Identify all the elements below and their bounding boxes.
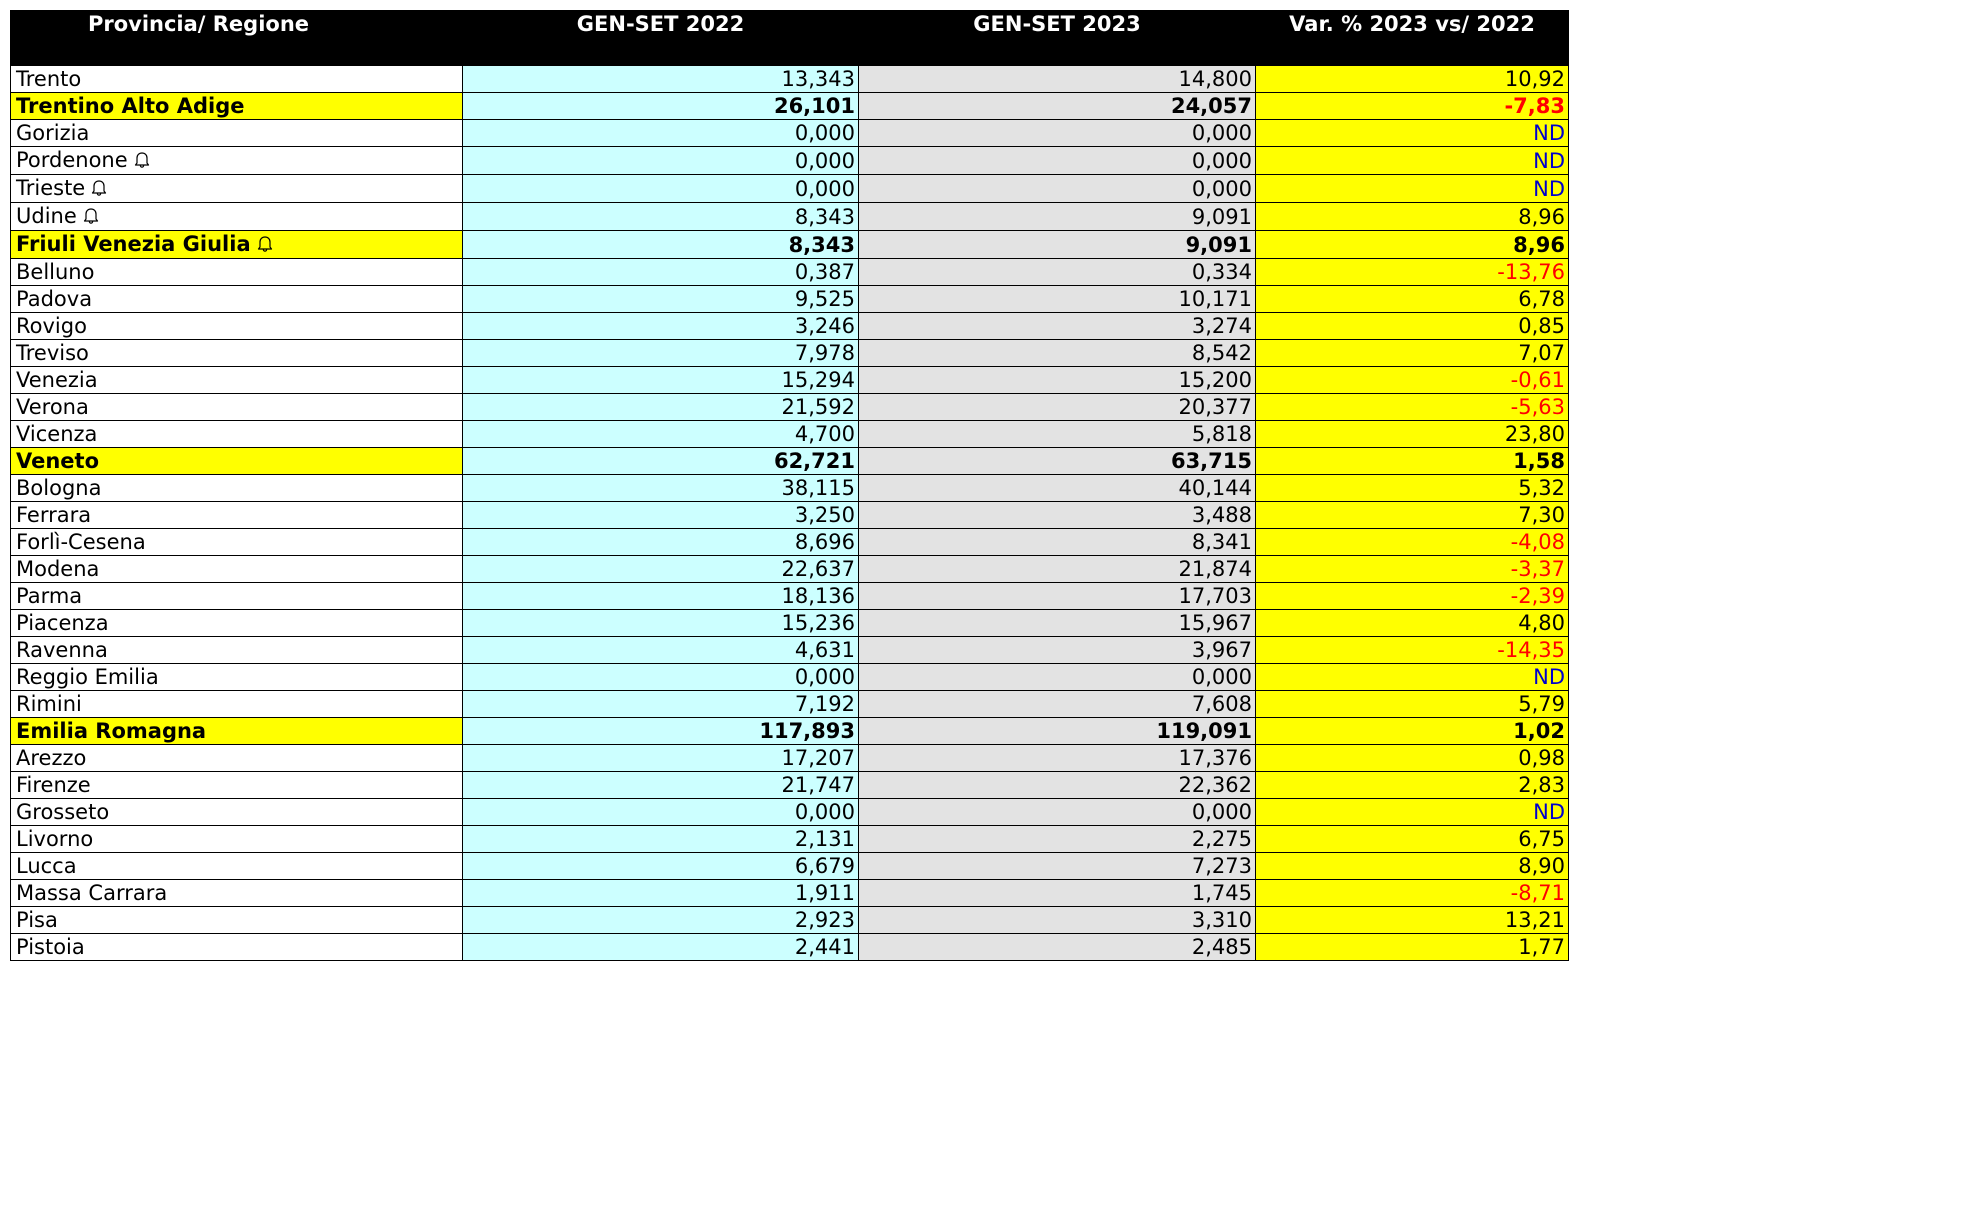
cell-var-pct: 23,80: [1256, 421, 1569, 448]
cell-gen-set-2023: 7,608: [859, 691, 1256, 718]
cell-gen-set-2022: 13,343: [463, 66, 859, 93]
cell-var-pct: ND: [1256, 147, 1569, 175]
table-row: [11, 853, 1569, 880]
table-row: [11, 583, 1569, 610]
table-row: [11, 367, 1569, 394]
cell-name: [11, 421, 463, 448]
name-text: Trentino Alto Adige: [16, 94, 245, 118]
cell-name: [11, 502, 463, 529]
cell-gen-set-2022: 2,441: [463, 934, 859, 961]
table-row: [11, 880, 1569, 907]
table-row: [11, 66, 1569, 93]
cell-gen-set-2022: 2,131: [463, 826, 859, 853]
name-text: Trento: [16, 67, 82, 91]
name-text: Rovigo: [16, 314, 87, 338]
cell-gen-set-2022: 4,700: [463, 421, 859, 448]
cell-gen-set-2022: 3,250: [463, 502, 859, 529]
cell-gen-set-2022: 117,893: [463, 718, 859, 745]
cell-name: [11, 799, 463, 826]
cell-var-pct: -0,61: [1256, 367, 1569, 394]
name-text: Treviso: [16, 341, 89, 365]
cell-var-pct: -14,35: [1256, 637, 1569, 664]
cell-var-pct: -4,08: [1256, 529, 1569, 556]
cell-var-pct: -8,71: [1256, 880, 1569, 907]
table-row: [11, 203, 1569, 231]
cell-var-pct: 10,92: [1256, 66, 1569, 93]
cell-var-pct: ND: [1256, 799, 1569, 826]
name-text: Belluno: [16, 260, 95, 284]
table-header: [11, 11, 1569, 66]
cell-gen-set-2022: 62,721: [463, 448, 859, 475]
cell-gen-set-2023: 0,000: [859, 799, 1256, 826]
cell-gen-set-2022: 0,000: [463, 120, 859, 147]
table-row: [11, 934, 1569, 961]
cell-var-pct: 1,02: [1256, 718, 1569, 745]
table-row: [11, 664, 1569, 691]
cell-name: [11, 394, 463, 421]
name-text: Grosseto: [16, 800, 110, 824]
cell-gen-set-2022: 6,679: [463, 853, 859, 880]
cell-gen-set-2022: 18,136: [463, 583, 859, 610]
cell-gen-set-2023: 7,273: [859, 853, 1256, 880]
name-text: Pisa: [16, 908, 58, 932]
table-row: [11, 610, 1569, 637]
data-table: [10, 10, 1569, 961]
table-row: [11, 259, 1569, 286]
cell-var-pct: 7,30: [1256, 502, 1569, 529]
cell-gen-set-2022: 15,294: [463, 367, 859, 394]
name-text: Ferrara: [16, 503, 92, 527]
cell-gen-set-2022: 4,631: [463, 637, 859, 664]
cell-name: [11, 691, 463, 718]
cell-name: [11, 772, 463, 799]
table-row: [11, 475, 1569, 502]
cell-name: [11, 853, 463, 880]
cell-name: [11, 147, 463, 175]
name-text: Friuli Venezia Giulia: [16, 232, 251, 256]
table-row: [11, 799, 1569, 826]
cell-gen-set-2023: 20,377: [859, 394, 1256, 421]
table-row-region: [11, 448, 1569, 475]
cell-gen-set-2022: 0,000: [463, 147, 859, 175]
header-row: [11, 11, 1569, 66]
cell-name: [11, 231, 463, 259]
cell-gen-set-2022: 8,343: [463, 231, 859, 259]
table-row: [11, 147, 1569, 175]
cell-gen-set-2022: 0,387: [463, 259, 859, 286]
cell-var-pct: ND: [1256, 175, 1569, 203]
header-provincia: Provincia/ Regione: [11, 11, 463, 66]
table-row: [11, 502, 1569, 529]
name-text: Pistoia: [16, 935, 85, 959]
cell-gen-set-2023: 24,057: [859, 93, 1256, 120]
name-text: Padova: [16, 287, 93, 311]
cell-var-pct: -7,83: [1256, 93, 1569, 120]
cell-var-pct: 4,80: [1256, 610, 1569, 637]
cell-name: [11, 907, 463, 934]
table-row: [11, 421, 1569, 448]
cell-var-pct: ND: [1256, 120, 1569, 147]
cell-gen-set-2022: 2,923: [463, 907, 859, 934]
name-text: Gorizia: [16, 121, 90, 145]
table-row: [11, 120, 1569, 147]
table-row: [11, 340, 1569, 367]
cell-gen-set-2023: 15,200: [859, 367, 1256, 394]
cell-name: [11, 313, 463, 340]
cell-var-pct: 6,78: [1256, 286, 1569, 313]
cell-var-pct: 8,96: [1256, 231, 1569, 259]
cell-gen-set-2023: 15,967: [859, 610, 1256, 637]
header-gen-set-2022: GEN-SET 2022: [463, 11, 859, 66]
cell-var-pct: 8,90: [1256, 853, 1569, 880]
cell-name: [11, 448, 463, 475]
cell-name: [11, 93, 463, 120]
cell-gen-set-2022: 26,101: [463, 93, 859, 120]
cell-gen-set-2023: 5,818: [859, 421, 1256, 448]
cell-gen-set-2022: 8,696: [463, 529, 859, 556]
name-text: Bologna: [16, 476, 102, 500]
cell-name: [11, 203, 463, 231]
cell-gen-set-2022: 0,000: [463, 799, 859, 826]
cell-name: [11, 880, 463, 907]
cell-name: [11, 718, 463, 745]
cell-var-pct: -3,37: [1256, 556, 1569, 583]
name-text: Ravenna: [16, 638, 108, 662]
table-row-region: [11, 231, 1569, 259]
cell-var-pct: 13,21: [1256, 907, 1569, 934]
cell-gen-set-2023: 17,703: [859, 583, 1256, 610]
bell-icon: [91, 176, 107, 202]
cell-var-pct: 6,75: [1256, 826, 1569, 853]
table-row: [11, 394, 1569, 421]
cell-gen-set-2022: 15,236: [463, 610, 859, 637]
cell-gen-set-2023: 3,967: [859, 637, 1256, 664]
name-text: Trieste: [16, 176, 86, 200]
cell-name: [11, 934, 463, 961]
cell-gen-set-2023: 3,488: [859, 502, 1256, 529]
cell-gen-set-2023: 0,334: [859, 259, 1256, 286]
cell-gen-set-2023: 8,341: [859, 529, 1256, 556]
cell-name: [11, 475, 463, 502]
cell-var-pct: 1,58: [1256, 448, 1569, 475]
cell-gen-set-2023: 21,874: [859, 556, 1256, 583]
name-text: Emilia Romagna: [16, 719, 207, 743]
cell-gen-set-2023: 22,362: [859, 772, 1256, 799]
cell-gen-set-2023: 1,745: [859, 880, 1256, 907]
cell-gen-set-2023: 0,000: [859, 120, 1256, 147]
header-gen-set-2023: GEN-SET 2023: [859, 11, 1256, 66]
cell-name: [11, 120, 463, 147]
table-row: [11, 286, 1569, 313]
cell-var-pct: 0,98: [1256, 745, 1569, 772]
cell-var-pct: 8,96: [1256, 203, 1569, 231]
table-row: [11, 637, 1569, 664]
cell-name: [11, 745, 463, 772]
cell-gen-set-2022: 17,207: [463, 745, 859, 772]
cell-var-pct: 1,77: [1256, 934, 1569, 961]
cell-gen-set-2022: 21,747: [463, 772, 859, 799]
name-text: Pordenone: [16, 148, 128, 172]
cell-gen-set-2023: 2,275: [859, 826, 1256, 853]
name-text: Modena: [16, 557, 100, 581]
cell-name: [11, 664, 463, 691]
cell-gen-set-2023: 14,800: [859, 66, 1256, 93]
name-text: Udine: [16, 204, 77, 228]
cell-gen-set-2023: 10,171: [859, 286, 1256, 313]
cell-gen-set-2023: 0,000: [859, 175, 1256, 203]
table-row-region: [11, 93, 1569, 120]
cell-gen-set-2022: 1,911: [463, 880, 859, 907]
cell-name: [11, 529, 463, 556]
name-text: Firenze: [16, 773, 91, 797]
name-text: Parma: [16, 584, 83, 608]
name-text: Piacenza: [16, 611, 109, 635]
name-text: Lucca: [16, 854, 77, 878]
name-text: Massa Carrara: [16, 881, 168, 905]
table-row: [11, 772, 1569, 799]
cell-name: [11, 66, 463, 93]
cell-name: [11, 367, 463, 394]
cell-var-pct: -2,39: [1256, 583, 1569, 610]
table-row: [11, 907, 1569, 934]
cell-var-pct: ND: [1256, 664, 1569, 691]
cell-name: [11, 175, 463, 203]
cell-gen-set-2022: 38,115: [463, 475, 859, 502]
cell-name: [11, 259, 463, 286]
table-row: [11, 313, 1569, 340]
cell-gen-set-2023: 3,310: [859, 907, 1256, 934]
cell-gen-set-2022: 7,978: [463, 340, 859, 367]
cell-gen-set-2022: 22,637: [463, 556, 859, 583]
cell-gen-set-2023: 2,485: [859, 934, 1256, 961]
name-text: Rimini: [16, 692, 82, 716]
cell-name: [11, 556, 463, 583]
cell-gen-set-2023: 0,000: [859, 147, 1256, 175]
table-row-region: [11, 718, 1569, 745]
name-text: Vicenza: [16, 422, 98, 446]
cell-name: [11, 340, 463, 367]
cell-var-pct: 5,32: [1256, 475, 1569, 502]
name-text: Verona: [16, 395, 89, 419]
cell-gen-set-2023: 17,376: [859, 745, 1256, 772]
cell-name: [11, 637, 463, 664]
name-text: Arezzo: [16, 746, 87, 770]
cell-gen-set-2023: 40,144: [859, 475, 1256, 502]
cell-gen-set-2023: 9,091: [859, 203, 1256, 231]
header-var-pct: Var. % 2023 vs/ 2022: [1256, 11, 1569, 66]
cell-gen-set-2022: 3,246: [463, 313, 859, 340]
cell-var-pct: 0,85: [1256, 313, 1569, 340]
table-body: [11, 66, 1569, 961]
cell-gen-set-2022: 8,343: [463, 203, 859, 231]
table-row: [11, 691, 1569, 718]
cell-gen-set-2022: 9,525: [463, 286, 859, 313]
name-text: Livorno: [16, 827, 94, 851]
name-text: Forlì-Cesena: [16, 530, 146, 554]
cell-gen-set-2023: 3,274: [859, 313, 1256, 340]
cell-var-pct: 7,07: [1256, 340, 1569, 367]
name-text: Reggio Emilia: [16, 665, 159, 689]
table-row: [11, 556, 1569, 583]
cell-name: [11, 610, 463, 637]
cell-gen-set-2023: 8,542: [859, 340, 1256, 367]
table-row: [11, 745, 1569, 772]
cell-var-pct: 5,79: [1256, 691, 1569, 718]
cell-var-pct: -13,76: [1256, 259, 1569, 286]
cell-gen-set-2023: 9,091: [859, 231, 1256, 259]
bell-icon: [257, 232, 273, 258]
cell-name: [11, 286, 463, 313]
cell-gen-set-2022: 0,000: [463, 664, 859, 691]
cell-name: [11, 583, 463, 610]
cell-name: [11, 826, 463, 853]
table-row: [11, 826, 1569, 853]
cell-var-pct: -5,63: [1256, 394, 1569, 421]
cell-gen-set-2022: 7,192: [463, 691, 859, 718]
cell-gen-set-2022: 0,000: [463, 175, 859, 203]
table-row: [11, 175, 1569, 203]
name-text: Veneto: [16, 449, 100, 473]
cell-gen-set-2023: 63,715: [859, 448, 1256, 475]
cell-gen-set-2023: 119,091: [859, 718, 1256, 745]
table-row: [11, 529, 1569, 556]
bell-icon: [134, 148, 150, 174]
cell-gen-set-2022: 21,592: [463, 394, 859, 421]
bell-icon: [83, 204, 99, 230]
cell-var-pct: 2,83: [1256, 772, 1569, 799]
name-text: Venezia: [16, 368, 98, 392]
cell-gen-set-2023: 0,000: [859, 664, 1256, 691]
